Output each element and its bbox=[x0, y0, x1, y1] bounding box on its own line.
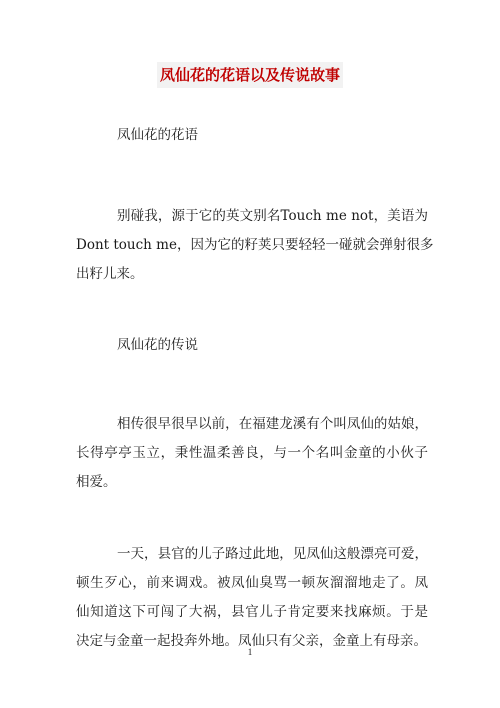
paragraph-line: 仙知道这下可闯了大祸，县官儿子肯定要来找麻烦。于是 bbox=[76, 604, 428, 620]
paragraph-legend-story bbox=[76, 540, 428, 656]
section-heading-flower-language: 凤仙花的花语 bbox=[117, 127, 198, 143]
document-title-text: 凤仙花的花语以及传说故事 bbox=[157, 62, 343, 88]
paragraph-line: 一天，县官的儿子路过此地，见凤仙这般漂亮可爱， bbox=[117, 546, 428, 562]
paragraph-line: 决定与金童一起投奔外地。凤仙只有父亲，金童上有母亲。 bbox=[76, 633, 427, 649]
paragraph-line: 长得亭亭玉立，秉性温柔善良，与一个名叫金童的小伙子 bbox=[76, 445, 428, 461]
paragraph-line: Dont touch me，因为它的籽荚只要轻轻一碰就会弹射很多 bbox=[76, 237, 434, 253]
section-heading-legend: 凤仙花的传说 bbox=[117, 337, 198, 353]
paragraph-line: 相传很早很早以前，在福建龙溪有个叫凤仙的姑娘， bbox=[117, 416, 428, 432]
paragraph-legend-intro bbox=[76, 410, 428, 497]
paragraph-line: 别碰我，源于它的英文别名Touch me not，美语为 bbox=[117, 208, 428, 224]
paragraph-line: 顿生歹心，前来调戏。被凤仙臭骂一顿灰溜溜地走了。凤 bbox=[76, 575, 428, 591]
paragraph-line: 出籽儿来。 bbox=[76, 266, 144, 282]
page-number: 1 bbox=[247, 647, 253, 657]
document-title bbox=[0, 62, 500, 88]
paragraph-line: 相爱。 bbox=[76, 474, 117, 490]
paragraph-flower-language bbox=[76, 202, 434, 289]
